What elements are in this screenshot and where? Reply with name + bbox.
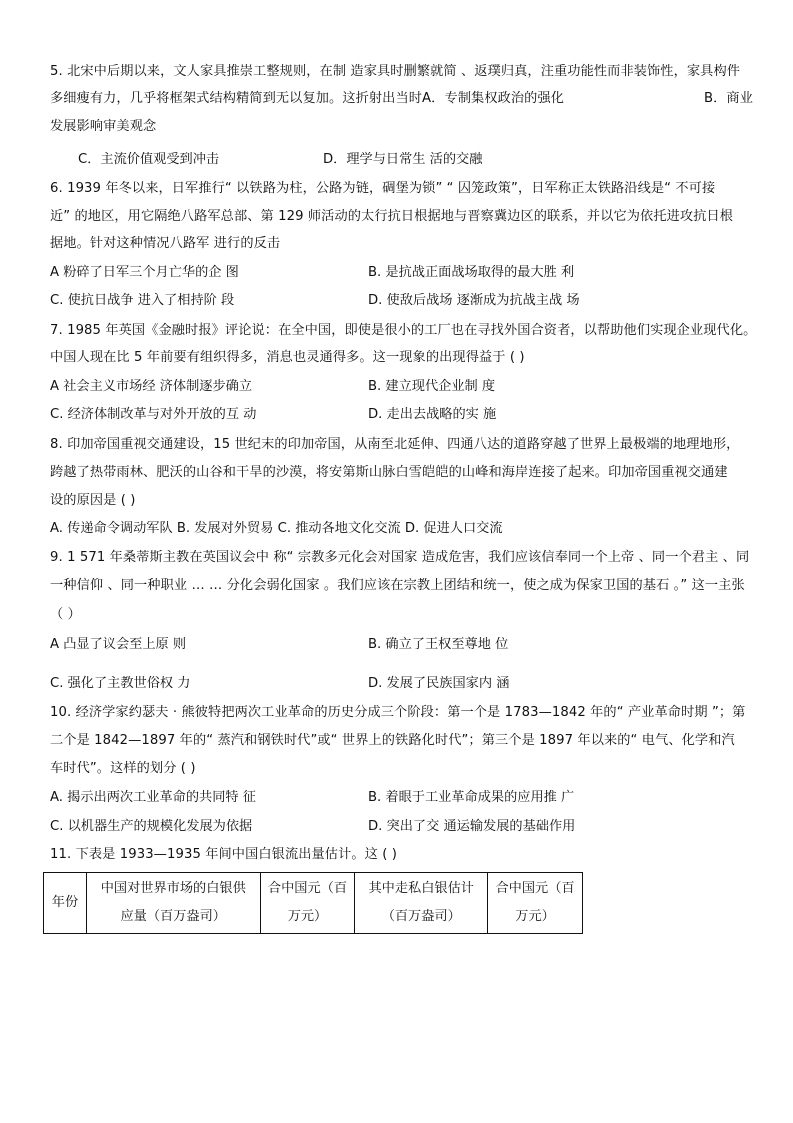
q9-option-b: B. 确立了王权至尊地 位 bbox=[368, 637, 509, 652]
q6-option-b: B. 是抗战正面战场取得的最大胜 利 bbox=[368, 265, 575, 280]
header-yuan-2-line-1: 合中国元（百 bbox=[495, 881, 575, 896]
q8-line-1: 8. 印加帝国重视交通建设，15 世纪末的印加帝国，从南至北延伸、四通八达的道路穿越了世界上最极端的地理地形， bbox=[50, 437, 740, 452]
q9-line-3: （ ） bbox=[50, 607, 81, 622]
header-supply-line-2: 应量（百万盎司） bbox=[120, 909, 226, 924]
q6-line-3: 据地。针对这种情况八路军 进行的反击 bbox=[50, 236, 281, 251]
q5-option-d: D．理学与日常生 活的交融 bbox=[323, 152, 483, 167]
q8-line-2: 跨越了热带雨林、肥沃的山谷和干旱的沙漠，将安第斯山脉白雪皑皑的山峰和海岸连接了起来。印加帝国重视交通建 bbox=[50, 465, 728, 480]
q11-line-1: 11. 下表是 1933—1935 年间中国白银流出量估计。这 ( ) bbox=[50, 847, 398, 862]
q6-line-2: 近” 的地区，用它隔绝八路军总部、第 129 师活动的太行抗日根据地与晋察冀边区的联系，并以它为依托进攻抗日根 bbox=[50, 209, 734, 224]
q10-line-2: 二个是 1842—1897 年的“ 蒸汽和钢铁时代”或“ 世界上的铁路化时代”；第三个是 1897 年以来的“ 电气、化学和汽 bbox=[50, 733, 735, 748]
q6-option-d: D. 使敌后战场 逐渐成为抗战主战 场 bbox=[368, 293, 580, 308]
q7-option-c: C. 经济体制改革与对外开放的互 动 bbox=[50, 407, 257, 422]
q5-line-1: 5. 北宋中后期以来，文人家具推崇工整规则，在制 造家具时删繁就简 、返璞归真，注重功能性而非装饰性，家具构件 bbox=[50, 64, 741, 79]
q7-line-2: 中国人现在比 5 年前要有组织得多，消息也灵通得多。这一现象的出现得益于 ( ) bbox=[50, 350, 525, 365]
header-smuggled-line-2: （百万盎司） bbox=[381, 909, 461, 924]
q6-option-a: A 粉碎了日军三个月亡华的企 图 bbox=[50, 265, 239, 280]
header-supply bbox=[86, 873, 260, 934]
q5-line-2: 多细瘦有力，几乎将框架式结构精简到无以复加。这折射出当时A．专制集权政治的强化 bbox=[50, 91, 565, 106]
q7-option-b: B. 建立现代企业制 度 bbox=[368, 379, 496, 394]
q10-option-c: C. 以机器生产的规模化发展为依据 bbox=[50, 819, 253, 834]
q9-line-1: 9. 1 571 年桑蒂斯主教在英国议会中 称“ 宗教多元化会对国家 造成危害，我们应该信奉同一个上帝 、同一个君主 、同 bbox=[50, 550, 750, 565]
q10-option-b: B. 着眼于工业革命成果的应用推 广 bbox=[368, 790, 575, 805]
q5-option-b: B．商业 bbox=[704, 91, 754, 106]
q9-line-2: 一种信仰 、同一种职业 … … 分化会弱化国家 。我们应该在宗教上团结和统一，使之成为保家卫国的基石 。” 这一主张 bbox=[50, 578, 745, 593]
q9-option-d: D. 发展了民族国家内 涵 bbox=[368, 676, 510, 691]
q9-option-a: A 凸显了议会至上原 则 bbox=[50, 637, 187, 652]
q8-line-3: 设的原因是 ( ) bbox=[50, 493, 136, 508]
header-yuan-1 bbox=[260, 873, 355, 934]
q7-option-d: D. 走出去战略的实 施 bbox=[368, 407, 497, 422]
q10-option-a: A. 揭示出两次工业革命的共同特 征 bbox=[50, 790, 256, 805]
table-header-row bbox=[44, 873, 583, 934]
header-smuggled bbox=[355, 873, 488, 934]
q8-options: A. 传递命令调动军队 B. 发展对外贸易 C. 推动各地文化交流 D. 促进人口交流 bbox=[50, 521, 503, 536]
q5-option-c: C．主流价值观受到冲击 bbox=[78, 152, 220, 167]
header-year bbox=[44, 873, 87, 934]
q10-option-d: D. 突出了交 通运输发展的基础作用 bbox=[368, 819, 576, 834]
q10-line-1: 10. 经济学家约瑟夫 · 熊彼特把两次工业革命的历史分成三个阶段：第一个是 1783—1842 年的“ 产业革命时期 ”；第 bbox=[50, 705, 746, 720]
header-smuggled-line-1: 其中走私白银估计 bbox=[368, 881, 474, 896]
header-yuan-2 bbox=[488, 873, 583, 934]
q5-line-3: 发展影响审美观念 bbox=[50, 119, 157, 134]
q7-option-a: A 社会主义市场经 济体制逐步确立 bbox=[50, 379, 253, 394]
header-year-label: 年份 bbox=[51, 895, 79, 910]
q10-line-3: 车时代”。这样的划分 ( ) bbox=[50, 761, 196, 776]
q6-option-c: C. 使抗日战争 进入了相持阶 段 bbox=[50, 293, 235, 308]
header-yuan-1-line-2: 万元） bbox=[287, 909, 328, 924]
q6-line-1: 6. 1939 年冬以来，日军推行“ 以铁路为柱，公路为链，碉堡为锁” “ 囚笼政策”，日军称正太铁路沿线是“ 不可接 bbox=[50, 181, 716, 196]
silver-outflow-table bbox=[43, 872, 583, 934]
header-yuan-2-line-2: 万元） bbox=[515, 909, 555, 924]
q9-option-c: C. 强化了主教世俗权 力 bbox=[50, 676, 191, 691]
q7-line-1: 7. 1985 年英国《金融时报》评论说：在全中国，即使是很小的工厂也在寻找外国合资者，以帮助他们实现企业现代化。 bbox=[50, 323, 757, 338]
header-yuan-1-line-1: 合中国元（百 bbox=[267, 881, 348, 896]
header-supply-line-1: 中国对世界市场的白银供 bbox=[100, 881, 246, 896]
